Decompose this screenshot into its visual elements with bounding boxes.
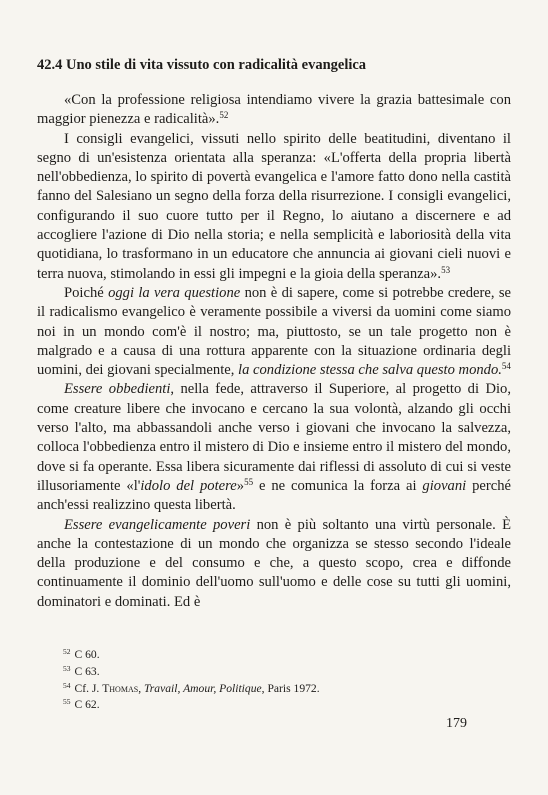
text-run: perché anch'essi realizzino questa libertà.	[37, 477, 511, 514]
text-run: I consigli evangelici, vissuti nello spirito delle beatitudini, diventano il segno di un'esistenza orientata alla speranza: «L'offerta della propria libertà nell'obbedienza, lo spirito di povertà evangelica e l'amore fatto dono nella castità fanno del Salesiano un segno della forza della risurrezione. I consigli evangelici, configurando il suo cuore tutto per il Regno, lo aiutano a discernere e ad accogliere l'azione di Dio nella storia; e nella semplicità e laboriosità della vita quotidiana, lo trasformano in un educatore che annuncia ai giovani cieli nuovi e terra nuova, stimolando in essi gli impegni e la gioia della speranza».	[37, 130, 511, 282]
body-text	[37, 91, 511, 612]
footnote-text: Cf. J.	[74, 681, 103, 695]
footnote-text: , Paris 1972.	[261, 681, 320, 695]
text-run: non è più soltanto una virtù personale. È anche la contestazione di un mondo che organizza se stesso secondo l'ideale della produzione e del consumo e che, a questo scopo, crea e diffonde continuamente il dominio dell'uomo sull'uomo e delle cose su tutti gli uomini, dominatori e dominati. Ed è	[37, 516, 512, 610]
paragraph	[37, 130, 511, 284]
emphasis-text: giovani	[422, 477, 467, 494]
footnote-reference[interactable]: 52	[219, 110, 229, 121]
footnote-reference[interactable]: 53	[441, 264, 451, 275]
paragraph	[37, 91, 511, 130]
emphasis-text: oggi la vera questione	[108, 284, 241, 301]
footnote	[63, 697, 503, 714]
emphasis-text: la condizione stessa che salva questo mondo.	[238, 362, 502, 379]
footnote-reference[interactable]: 55	[244, 476, 254, 487]
paragraph	[37, 284, 511, 380]
footnote-number: 53	[63, 663, 71, 673]
emphasis-text: idolo del potere	[140, 477, 237, 494]
footnote-text: ,	[138, 681, 144, 695]
footnote-number: 54	[63, 680, 71, 690]
paragraph	[37, 516, 511, 612]
paragraph	[37, 380, 511, 515]
footnote-number: 52	[63, 647, 71, 656]
emphasis-text: Essere evangelicamente poveri	[64, 516, 251, 533]
footnote-text: C 60.	[74, 648, 100, 661]
text-run: , nella fede, attraverso il Superiore, al progetto di Dio, come creature libere che invocano e cercano la sua volontà, alzando gli occhi verso l'alto, ma abbassandoli anche verso i giovani che invocano la salvezza, colloca l'obbedienza entro il mistero di Dio e insieme entro il mistero del mondo, dove si fa operante. Essa libera sicuramente dai riflessi di assoluto di cui si veste illusoriamente «l'	[37, 381, 511, 494]
footnote-text: C 63.	[74, 664, 100, 678]
section-heading: 42.4 Uno stile di vita vissuto con radicalità evangelica	[37, 57, 367, 73]
text-run: »	[236, 477, 245, 494]
footnote-author: Thomas	[102, 681, 139, 695]
page-number: 179	[446, 716, 467, 731]
text-run: Poiché	[64, 284, 109, 301]
footnote	[63, 647, 503, 664]
footnote-number: 55	[63, 697, 71, 707]
footnote	[63, 681, 503, 698]
footnotes	[63, 647, 503, 714]
text-run: non è di sapere, come si potrebbe credere, se il radicalismo evangelico è veramente possibile a viversi da uomini come siamo noi in un mondo com'è il nostro; ma, piuttosto, se un tale progetto non è malgrado e a causa di una rottura apparente con la situazione ordinaria degli uomini, dei giovani specialmente,	[37, 284, 511, 379]
text-run: «Con la professione religiosa intendiamo vivere la grazia battesimale con maggior pienezza e radicalità».	[37, 92, 511, 128]
footnote	[63, 664, 503, 681]
footnote-title: Travail, Amour, Politique	[143, 681, 262, 695]
footnote-text: C 62.	[74, 698, 100, 712]
text-run: e ne comunica la forza ai	[253, 477, 423, 494]
footnote-reference[interactable]: 54	[501, 361, 511, 372]
emphasis-text: Essere obbedienti	[64, 381, 171, 398]
